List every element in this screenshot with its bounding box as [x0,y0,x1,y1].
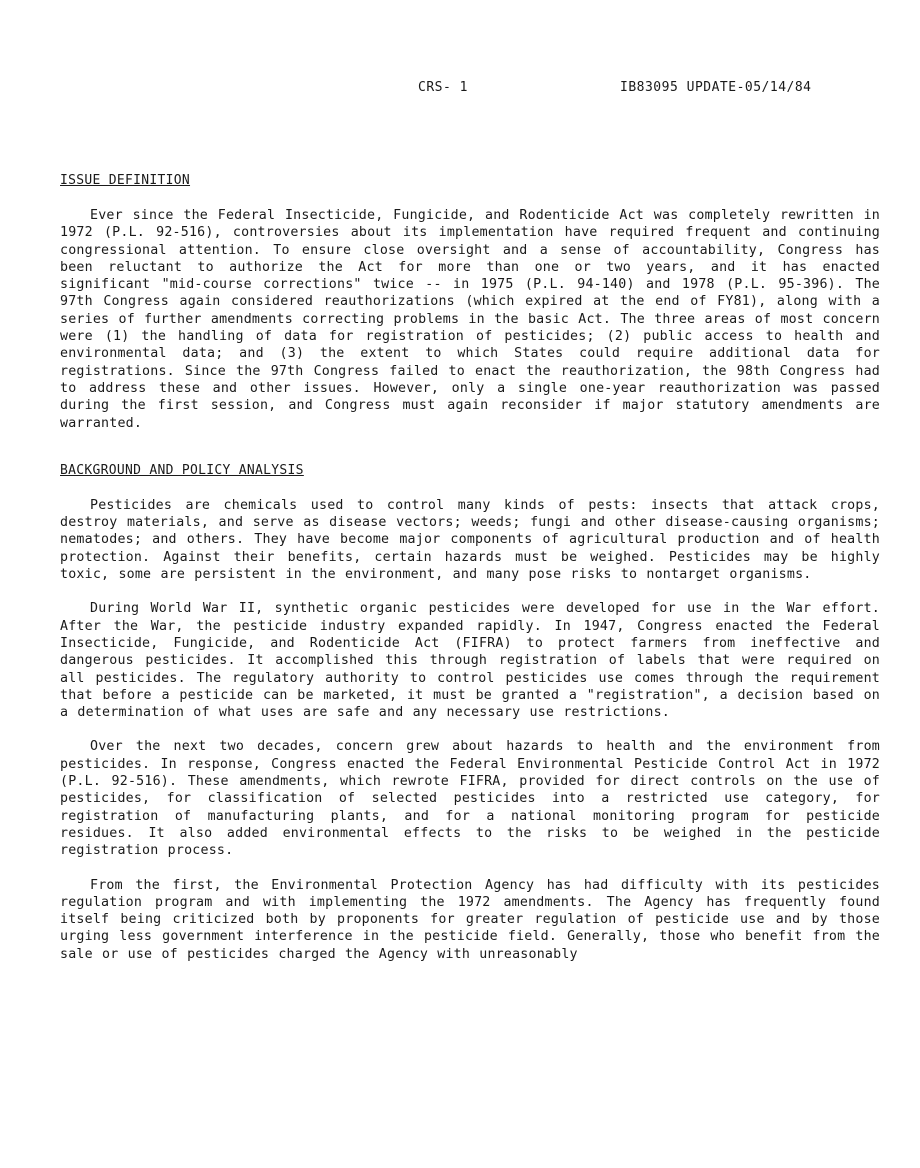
paragraph: During World War II, synthetic organic pesticides were developed for use in the War effort. After the War, the pesticide industry expanded rapidly. In 1947, Congress enacted the Federal Insecticide, Fungicide, and Rodenticide Act (FIFRA) to protect farmers from ineffective and dangerous pesticides. It accomplished this through registration of labels that were required on all pesticides. The regulatory authority to control pesticides use comes through the requirement that before a pesticide can be marketed, it must be granted a "registration", a decision based on a determination of what uses are safe and any necessary use restrictions. [60,601,880,721]
document-body [60,172,880,980]
document-id: IB83095 UPDATE-05/14/84 [620,80,812,95]
paragraph: Pesticides are chemicals used to control many kinds of pests: insects that attack crops, destroy materials, and serve as disease vectors; weeds; fungi and other disease-causing organisms; nematodes; and others. They have become major components of agricultural production and of health protection. Against their benefits, certain hazards must be weighed. Pesticides may be highly toxic, some are persistent in the environment, and many pose risks to nontarget organisms. [60,497,880,583]
page-label: CRS- 1 [418,80,468,95]
section-heading-background: BACKGROUND AND POLICY ANALYSIS [60,462,304,478]
paragraph: From the first, the Environmental Protection Agency has had difficulty with its pesticides regulation program and with implementing the 1972 amendments. The Agency has frequently found itself being criticized both by proponents for greater regulation of pesticide use and by those urging less government interference in the pesticide field. Generally, those who benefit from the sale or use of pesticides charged the Agency with unreasonably [60,877,880,962]
paragraph: Ever since the Federal Insecticide, Fungicide, and Rodenticide Act was completely rewritten in 1972 (P.L. 92-516), controversies about its implementation have required frequent and continuing congressional attention. To ensure close oversight and a sense of accountability, Congress has been reluctant to authorize the Act for more than one or two years, and it has enacted significant "mid-course corrections" twice -- in 1975 (P.L. 94-140) and 1978 (P.L. 95-396). The 97th Congress again considered reauthorizations (which expired at the end of FY81), along with a series of further amendments correcting problems in the basic Act. The three areas of most concern were (1) the handling of data for registration of pesticides; (2) public access to health and environmental data; and (3) the extent to which States could require additional data for registrations. Since the 97th Congress failed to enact the reauthorization, the 98th Congress had to address these and other issues. However, only a single one-year reauthorization was passed during the first session, and Congress must again reconsider if major statutory amendments are warranted. [60,208,880,431]
paragraph: Over the next two decades, concern grew about hazards to health and the environment from pesticides. In response, Congress enacted the Federal Environmental Pesticide Control Act in 1972 (P.L. 92-516). These amendments, which rewrote FIFRA, provided for direct controls on the use of pesticides, for classification of selected pesticides into a restricted use category, for registration of manufacturing plants, and for a national monitoring program for pesticide residues. It also added environmental effects to the risks to be weighed in the pesticide registration process. [60,739,880,859]
section-heading-issue-definition: ISSUE DEFINITION [60,173,191,188]
page-header [0,80,920,100]
